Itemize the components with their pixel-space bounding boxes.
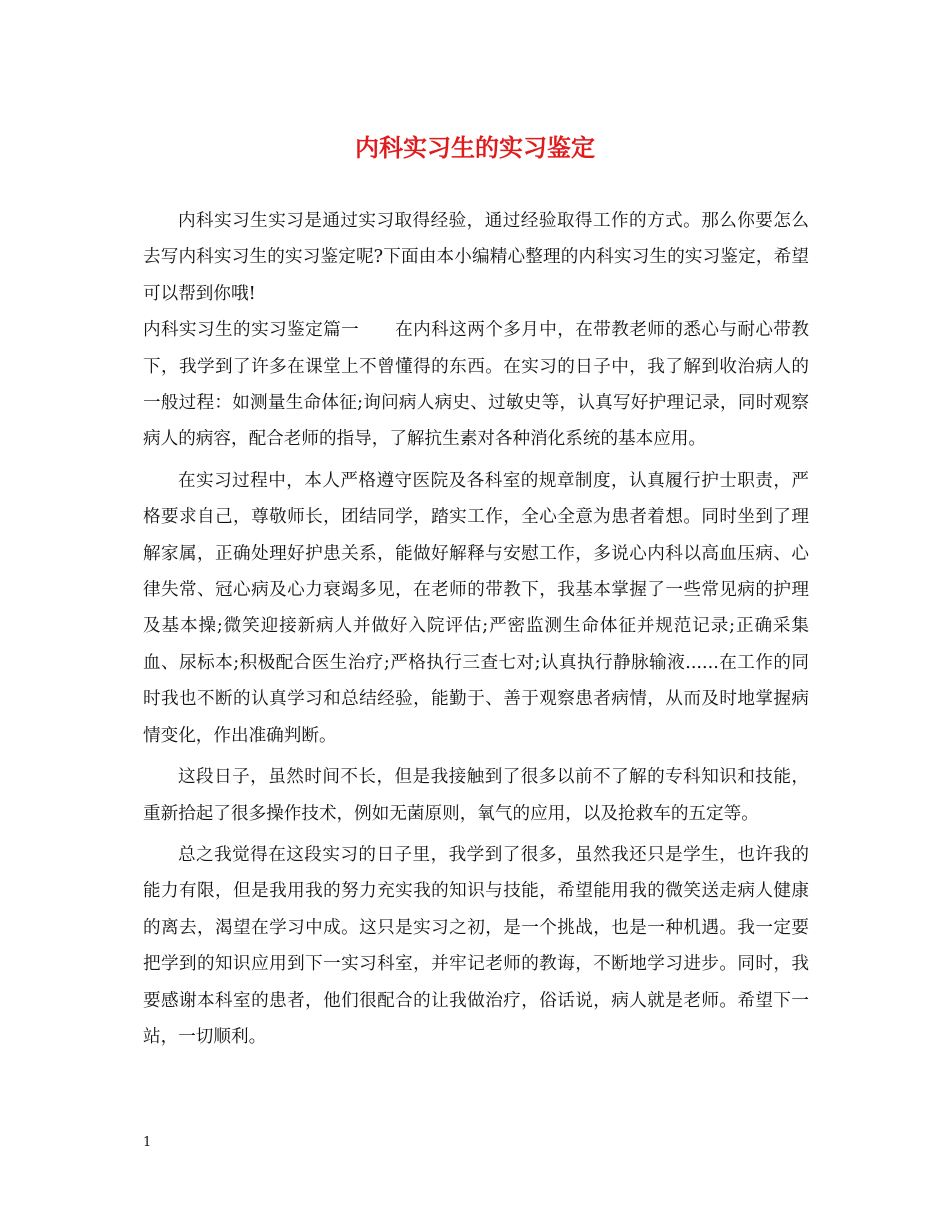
document-body — [143, 203, 809, 1055]
practice-process-paragraph: 在实习过程中，本人严格遵守医院及各科室的规章制度，认真履行护士职责，严格要求自己，尊敬师长，团结同学，踏实工作，全心全意为患者着想。同时坐到了理解家属，正确处理好护患关系，能做好解释与安慰工作，多说心内科以高血压病、心律失常、冠心病及心力衰竭多见，在老师的带教下，我基本掌握了一些常见病的护理及基本操;微笑迎接新病人并做好入院评估;严密监测生命体征并规范记录;正确采集血、尿标本;积极配合医生治疗;严格执行三查七对;认真执行静脉输液......在工作的同时我也不断的认真学习和总结经验，能勤于、善于观察患者病情，从而及时地掌握病情变化，作出准确判断。 — [143, 470, 809, 746]
section-one-paragraph: 内科实习生的实习鉴定篇一 在内科这两个多月中，在带教老师的悉心与耐心带教下，我学到了许多在课堂上不曾懂得的东西。在实习的日子中，我了解到收治病人的一般过程：如测量生命体征;询问病人病史、过敏史等，认真写好护理记录，同时观察病人的病容，配合老师的指导，了解抗生素对各种消化系统的基本应用。 — [143, 320, 809, 450]
experience-paragraph: 这段日子，虽然时间不长，但是我接触到了很多以前不了解的专科知识和技能，重新拾起了很多操作技术，例如无菌原则，氧气的应用，以及抢救车的五定等。 — [143, 767, 809, 824]
summary-paragraph: 总之我觉得在这段实习的日子里，我学到了很多，虽然我还只是学生，也许我的能力有限，但是我用我的努力充实我的知识与技能，希望能用我的微笑送走病人健康的离去，渴望在学习中成。这只是实习之初，是一个挑战，也是一种机遇。我一定要把学到的知识应用到下一实习科室，并牢记老师的教诲，不断地学习进步。同时，我要感谢本科室的患者，他们很配合的让我做治疗，俗话说，病人就是老师。希望下一站，一切顺利。 — [143, 844, 809, 1047]
document-title: 内科实习生的实习鉴定 — [355, 133, 595, 162]
page-number: 1 — [143, 1135, 152, 1150]
intro-paragraph: 内科实习生实习是通过实习取得经验，通过经验取得工作的方式。那么你要怎么去写内科实习生的实习鉴定呢?下面由本小编精心整理的内科实习生的实习鉴定，希望可以帮到你哦! — [143, 211, 809, 304]
